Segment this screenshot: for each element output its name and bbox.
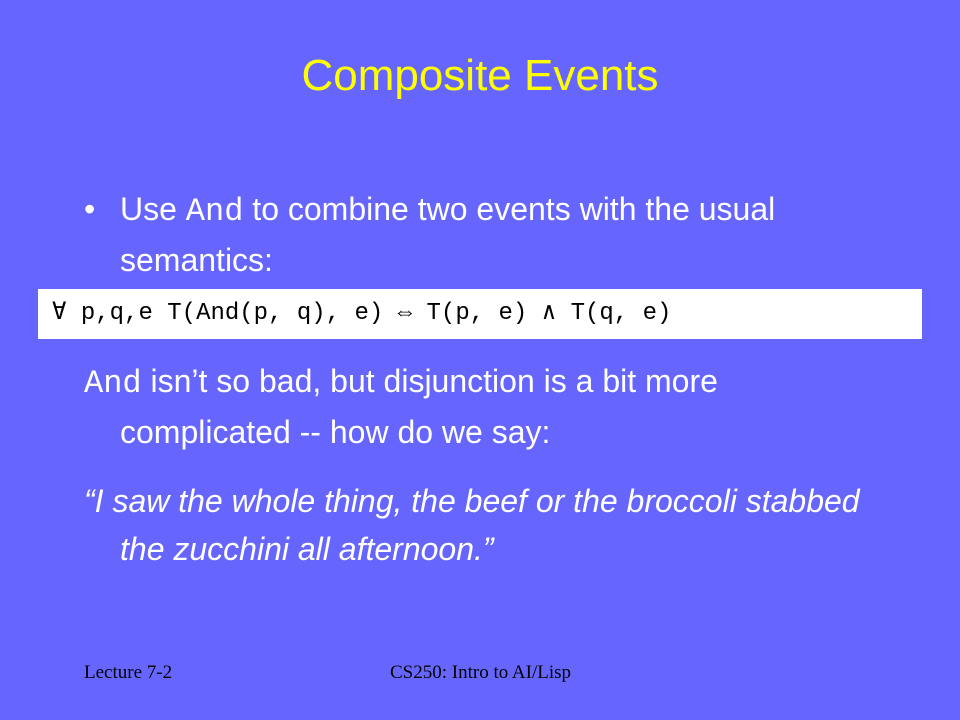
- paragraph-disjunction: [84, 357, 884, 456]
- bullet-text: [84, 185, 884, 284]
- bullet-suffix: to combine two events with the usual semantics:: [120, 191, 776, 278]
- and-code: And: [185, 193, 244, 230]
- paragraph-text: isn’t so bad, but disjunction is a bit more complicated -- how do we say:: [120, 363, 718, 450]
- bullet-marker: •: [84, 191, 96, 227]
- formula-box: ∀ p,q,e T(And(p, q), e) ⇔ T(p, e) ∧ T(q, e): [38, 289, 922, 339]
- footer-course: CS250: Intro to AI/Lisp: [390, 662, 572, 683]
- bullet-prefix: Use: [120, 191, 186, 227]
- footer-lecture: Lecture 7-2: [84, 662, 173, 683]
- and-code: And: [84, 365, 142, 402]
- quote-text: “I saw the whole thing, the beef or the broccoli stabbed the zucchini all afternoon.”: [84, 483, 860, 567]
- slide-title: Composite Events: [301, 51, 659, 100]
- bullet-item: [84, 185, 884, 284]
